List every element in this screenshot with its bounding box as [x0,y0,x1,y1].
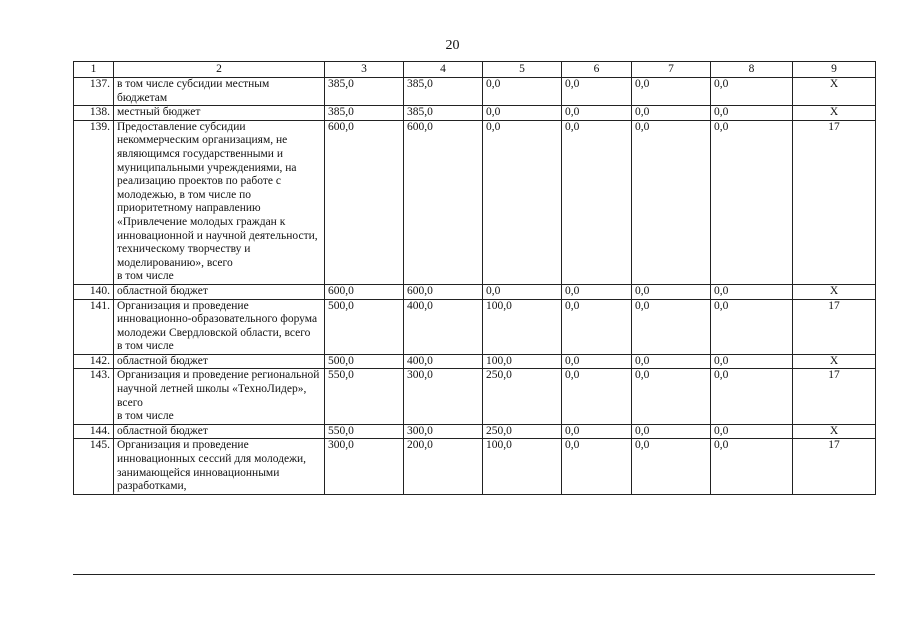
value-col-4: 600,0 [404,284,483,299]
column-header: 4 [404,62,483,78]
value-col-7: 0,0 [632,369,711,424]
row-description: Организация и проведение инновационно-образовательного форума молодежи Свердловской области, всего в том числе [114,299,325,354]
value-col-3: 300,0 [325,439,404,494]
value-col-7: 0,0 [632,106,711,121]
value-col-9: Х [793,78,876,106]
column-header: 5 [483,62,562,78]
value-col-9: Х [793,284,876,299]
value-col-6: 0,0 [562,78,632,106]
value-col-5: 0,0 [483,78,562,106]
row-description: местный бюджет [114,106,325,121]
value-col-3: 550,0 [325,369,404,424]
value-col-4: 385,0 [404,106,483,121]
row-number: 137. [74,78,114,106]
value-col-5: 100,0 [483,299,562,354]
value-col-8: 0,0 [711,424,793,439]
row-description: областной бюджет [114,354,325,369]
table-row [74,120,876,284]
value-col-6: 0,0 [562,284,632,299]
header-row [74,62,876,78]
row-description: в том числе субсидии местным бюджетам [114,78,325,106]
row-number: 144. [74,424,114,439]
value-col-6: 0,0 [562,106,632,121]
value-col-8: 0,0 [711,78,793,106]
value-col-6: 0,0 [562,120,632,284]
value-col-3: 500,0 [325,299,404,354]
value-col-4: 300,0 [404,369,483,424]
value-col-7: 0,0 [632,299,711,354]
value-col-6: 0,0 [562,354,632,369]
table-row [74,354,876,369]
value-col-6: 0,0 [562,299,632,354]
value-col-9: 17 [793,439,876,494]
table-row [74,424,876,439]
page-number: 20 [445,38,460,53]
row-number: 143. [74,369,114,424]
value-col-5: 100,0 [483,439,562,494]
value-col-8: 0,0 [711,120,793,284]
row-description: Организация и проведение региональной научной летней школы «ТехноЛидер», всего в том числе [114,369,325,424]
value-col-8: 0,0 [711,106,793,121]
table-row [74,299,876,354]
value-col-8: 0,0 [711,439,793,494]
column-header: 8 [711,62,793,78]
column-header: 9 [793,62,876,78]
value-col-7: 0,0 [632,78,711,106]
column-header: 2 [114,62,325,78]
table-bottom-border [73,574,875,575]
value-col-9: Х [793,106,876,121]
value-col-8: 0,0 [711,299,793,354]
value-col-9: 17 [793,369,876,424]
value-col-9: 17 [793,120,876,284]
value-col-7: 0,0 [632,424,711,439]
value-col-6: 0,0 [562,439,632,494]
value-col-9: 17 [793,299,876,354]
value-col-4: 385,0 [404,78,483,106]
column-header: 3 [325,62,404,78]
value-col-3: 385,0 [325,78,404,106]
table-row [74,78,876,106]
value-col-6: 0,0 [562,424,632,439]
value-col-8: 0,0 [711,369,793,424]
value-col-8: 0,0 [711,354,793,369]
row-number: 139. [74,120,114,284]
value-col-3: 550,0 [325,424,404,439]
value-col-4: 300,0 [404,424,483,439]
table-row [74,106,876,121]
row-description: Организация и проведение инновационных сессий для молодежи, занимающейся инновационными разработками, [114,439,325,494]
column-header: 1 [74,62,114,78]
column-header: 6 [562,62,632,78]
row-description: областной бюджет [114,424,325,439]
row-number: 142. [74,354,114,369]
row-number: 138. [74,106,114,121]
row-description: Предоставление субсидии некоммерческим организациям, не являющимся государственными и муниципальными учреждениями, на реализацию проектов по работе с молодежью, в том числе по приоритетному направлению «Привлечение молодых граждан к инновационной и научной деятельности, техническому творчеству и моделированию», всего в том числе [114,120,325,284]
table-body [74,78,876,495]
column-header: 7 [632,62,711,78]
value-col-5: 0,0 [483,106,562,121]
value-col-8: 0,0 [711,284,793,299]
value-col-3: 500,0 [325,354,404,369]
value-col-5: 0,0 [483,120,562,284]
value-col-4: 400,0 [404,354,483,369]
budget-table [73,61,876,495]
table-row [74,284,876,299]
value-col-5: 0,0 [483,284,562,299]
value-col-4: 200,0 [404,439,483,494]
value-col-7: 0,0 [632,284,711,299]
table-row [74,439,876,494]
value-col-3: 385,0 [325,106,404,121]
value-col-3: 600,0 [325,120,404,284]
row-description: областной бюджет [114,284,325,299]
value-col-7: 0,0 [632,120,711,284]
row-number: 140. [74,284,114,299]
value-col-7: 0,0 [632,354,711,369]
value-col-5: 100,0 [483,354,562,369]
value-col-5: 250,0 [483,369,562,424]
row-number: 141. [74,299,114,354]
value-col-9: Х [793,424,876,439]
value-col-4: 600,0 [404,120,483,284]
row-number: 145. [74,439,114,494]
table-row [74,369,876,424]
value-col-6: 0,0 [562,369,632,424]
value-col-3: 600,0 [325,284,404,299]
value-col-5: 250,0 [483,424,562,439]
value-col-4: 400,0 [404,299,483,354]
value-col-7: 0,0 [632,439,711,494]
value-col-9: Х [793,354,876,369]
